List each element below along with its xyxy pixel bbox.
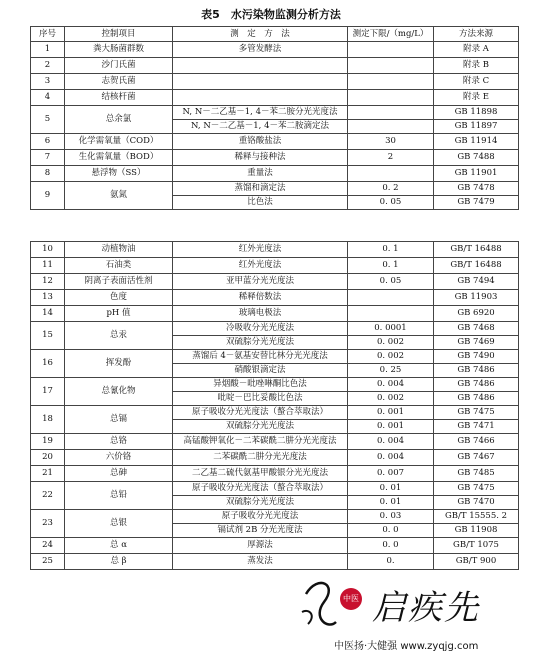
cell-method: N, N－二乙基－1, 4－苯二胺分光光度法 [173,106,348,120]
cell-item: 总镉 [65,406,173,434]
cell-limit: 0. 0 [348,538,434,554]
cell-source: GB 11908 [434,524,519,538]
table-title: 表5 水污染物监测分析方法 [201,8,341,21]
cell-no: 21 [31,466,65,482]
cell-source: GB 7479 [434,196,519,210]
table-row [31,90,519,106]
cell-source: GB 11914 [434,134,519,150]
cell-limit: 0. 0001 [348,322,434,336]
cell-method: 红外光度法 [173,242,348,258]
cell-no: 3 [31,74,65,90]
cell-source: GB 7471 [434,420,519,434]
cell-limit [348,58,434,74]
cell-limit [348,166,434,182]
cell-no: 24 [31,538,65,554]
cell-limit: 0. 001 [348,420,434,434]
cell-source: GB 7486 [434,364,519,378]
methods-table-part-2 [30,241,519,570]
cell-item: 结核杆菌 [65,90,173,106]
cell-limit [348,120,434,134]
page-break [30,236,518,240]
table-row [31,406,519,420]
cell-method: 双硫腙分光光度法 [173,420,348,434]
cell-source: GB 7488 [434,150,519,166]
cell-source: GB 7494 [434,274,519,290]
table-row [31,242,519,258]
cell-limit: 0. 002 [348,392,434,406]
cell-method: N, N－二乙基－1, 4－苯二胺滴定法 [173,120,348,134]
cell-no: 10 [31,242,65,258]
calligraphy-logo: 启疾先 [372,588,480,628]
cell-limit [348,290,434,306]
seal-badge: 中医 [340,588,362,610]
cell-method [173,74,348,90]
cell-item: 动植物油 [65,242,173,258]
cell-source: GB 11901 [434,166,519,182]
cell-method: 多管发酵法 [173,42,348,58]
cell-limit: 0. 1 [348,242,434,258]
table-row [31,106,519,120]
cell-source: GB 7469 [434,336,519,350]
cell-source: GB/T 1075 [434,538,519,554]
cell-source: GB 7475 [434,406,519,420]
cell-limit: 0. 03 [348,510,434,524]
cell-source: 附录 C [434,74,519,90]
cell-item: 悬浮物（SS） [65,166,173,182]
table-row [31,182,519,196]
cell-no: 18 [31,406,65,434]
cell-limit: 0. 004 [348,434,434,450]
table-row [31,134,519,150]
cell-item: 总 β [65,554,173,570]
cell-method [173,90,348,106]
cell-source: GB 7486 [434,378,519,392]
cell-item: 六价铬 [65,450,173,466]
cell-no: 12 [31,274,65,290]
cell-method: 红外光度法 [173,258,348,274]
cell-no: 6 [31,134,65,150]
cell-item: 化学需氧量（COD） [65,134,173,150]
cell-limit: 0. 002 [348,350,434,364]
methods-table-part-1 [30,26,519,210]
table-row [31,538,519,554]
cell-limit: 0. 01 [348,496,434,510]
table-row [31,434,519,450]
cell-source: GB 7475 [434,482,519,496]
cell-method: 高锰酸钾氧化－二苯碳酰二肼分光光度法 [173,434,348,450]
watermark-logo [294,574,532,652]
cell-source: GB 7470 [434,496,519,510]
cell-source: 附录 B [434,58,519,74]
cell-limit: 0. 1 [348,258,434,274]
cell-method: 双硫腙分光光度法 [173,336,348,350]
cell-source: GB 6920 [434,306,519,322]
cell-no: 13 [31,290,65,306]
cell-item: pH 值 [65,306,173,322]
cell-source: GB 7485 [434,466,519,482]
cell-source: GB/T 16488 [434,242,519,258]
cell-no: 14 [31,306,65,322]
header-source: 方法来源 [434,27,519,42]
cell-limit [348,306,434,322]
cell-no: 4 [31,90,65,106]
cell-source: GB 7468 [434,322,519,336]
cell-source: GB/T 16488 [434,258,519,274]
cell-method: 亚甲蓝分光光度法 [173,274,348,290]
cell-source: GB/T 15555. 2 [434,510,519,524]
cell-source: GB 11898 [434,106,519,120]
cell-method: 蒸发法 [173,554,348,570]
cell-source: GB 11897 [434,120,519,134]
cell-method [173,58,348,74]
cell-method: 稀释倍数法 [173,290,348,306]
cell-limit: 0. 01 [348,482,434,496]
table-row [31,274,519,290]
cell-item: 生化需氧量（BOD） [65,150,173,166]
cell-no: 9 [31,182,65,210]
cell-item: 总砷 [65,466,173,482]
cell-method: 硝酸银滴定法 [173,364,348,378]
cell-source: GB 7486 [434,392,519,406]
cell-item: 阴离子表面活性剂 [65,274,173,290]
cell-item: 总银 [65,510,173,538]
cell-source: GB 7466 [434,434,519,450]
cell-limit: 0. 0 [348,524,434,538]
cell-source: GB 7490 [434,350,519,364]
header-item: 控制项目 [65,27,173,42]
table-row [31,450,519,466]
cell-method: 原子吸收分光光度法 [173,510,348,524]
table-row [31,42,519,58]
header-no: 序号 [31,27,65,42]
cell-no: 17 [31,378,65,406]
cell-method: 双硫腙分光光度法 [173,496,348,510]
watermark-footer: 中医扬·大健强 www.zyqjg.com [334,641,479,652]
table-row [31,74,519,90]
cell-item: 粪大肠菌群数 [65,42,173,58]
cell-item: 总汞 [65,322,173,350]
table-row [31,150,519,166]
cell-limit: 0. [348,554,434,570]
cell-method: 蒸馏和滴定法 [173,182,348,196]
cell-source: GB 7478 [434,182,519,196]
cell-source: GB/T 900 [434,554,519,570]
cell-method: 重铬酸盐法 [173,134,348,150]
cell-limit: 0. 004 [348,450,434,466]
cell-method: 镉试剂 2B 分光光度法 [173,524,348,538]
cell-method: 厚源法 [173,538,348,554]
cell-method: 重量法 [173,166,348,182]
cell-no: 5 [31,106,65,134]
cell-item: 总 α [65,538,173,554]
cell-method: 吡啶－巴比妥酸比色法 [173,392,348,406]
header-method: 测 定 方 法 [173,27,348,42]
cell-limit: 0. 002 [348,336,434,350]
cell-no: 16 [31,350,65,378]
cell-limit: 30 [348,134,434,150]
cell-no: 23 [31,510,65,538]
cell-item: 总铅 [65,482,173,510]
table-row [31,378,519,392]
cell-item: 沙门氏菌 [65,58,173,74]
table-row [31,258,519,274]
cell-no: 2 [31,58,65,74]
cell-limit [348,74,434,90]
cell-no: 20 [31,450,65,466]
cell-method: 比色法 [173,196,348,210]
table-row [31,58,519,74]
cell-item: 总氰化物 [65,378,173,406]
cell-no: 7 [31,150,65,166]
cell-no: 15 [31,322,65,350]
cell-no: 25 [31,554,65,570]
cell-item: 色度 [65,290,173,306]
cell-method: 异烟酸－吡唑啉酮比色法 [173,378,348,392]
cell-source: GB 11903 [434,290,519,306]
cell-method: 蒸馏后 4－氨基安替比林分光光度法 [173,350,348,364]
cell-limit: 0. 001 [348,406,434,420]
table-row [31,322,519,336]
table-row [31,306,519,322]
cell-method: 稀释与接种法 [173,150,348,166]
cell-method: 二苯碳酰二肼分光光度法 [173,450,348,466]
table-row [31,510,519,524]
cell-source: 附录 E [434,90,519,106]
cell-no: 19 [31,434,65,450]
cell-item: 石油类 [65,258,173,274]
table-row [31,290,519,306]
cell-limit: 0. 2 [348,182,434,196]
cell-source: 附录 A [434,42,519,58]
cell-limit [348,106,434,120]
cell-item: 氨氮 [65,182,173,210]
cell-limit: 0. 004 [348,378,434,392]
cell-limit: 0. 007 [348,466,434,482]
table-row [31,466,519,482]
cell-no: 8 [31,166,65,182]
cell-limit: 0. 05 [348,274,434,290]
cell-limit: 0. 25 [348,364,434,378]
cell-limit: 0. 05 [348,196,434,210]
cell-source: GB 7467 [434,450,519,466]
cell-item: 总铬 [65,434,173,450]
cell-item: 志贺氏菌 [65,74,173,90]
cell-method: 原子吸收分光光度法（螯合萃取法） [173,406,348,420]
calligraphy-flourish-icon [298,574,340,634]
table-row [31,554,519,570]
cell-limit [348,42,434,58]
cell-method: 原子吸收分光光度法（螯合萃取法） [173,482,348,496]
cell-no: 1 [31,42,65,58]
cell-method: 冷吸收分光光度法 [173,322,348,336]
cell-no: 22 [31,482,65,510]
table-row [31,482,519,496]
header-limit: 测定下限/（mg/L） [348,27,434,42]
cell-limit: 2 [348,150,434,166]
cell-limit [348,90,434,106]
cell-no: 11 [31,258,65,274]
table-row [31,166,519,182]
cell-method: 玻璃电极法 [173,306,348,322]
cell-item: 挥发酚 [65,350,173,378]
cell-method: 二乙基二硫代氨基甲酸银分光光度法 [173,466,348,482]
table-row [31,350,519,364]
table-header-row [31,27,519,42]
cell-item: 总余氯 [65,106,173,134]
